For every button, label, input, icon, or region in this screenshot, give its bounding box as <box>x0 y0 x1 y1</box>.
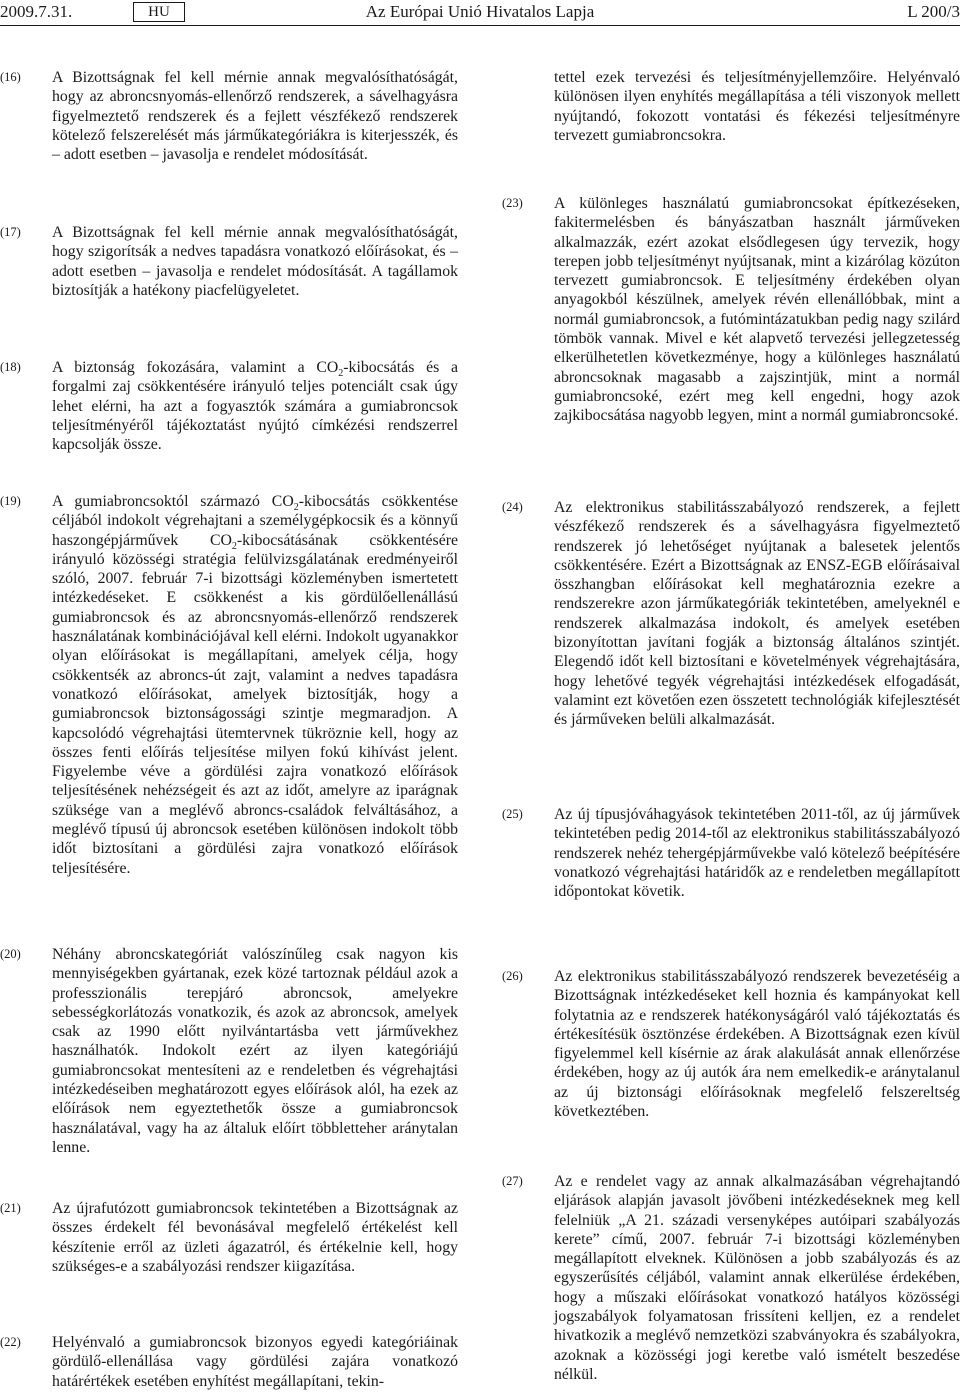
recital-text: A különleges használatú gumiabroncsokat építkezéseken, fakitermelésben és bányászatban használt járműveken alkalmazzák, ezért azokat elsődlegesen úgy tervezik, hogy terepen jobb teljesítményt nyújtsanak, mint a kizárólag közúton tervezett gumiabroncsok. E teljesítmény érdekében olyan anyagokból készülnek, amelyek révén ellenállóbbak, mint a normál gumiabroncsok, a futómintázatukban pedig nagy szilárd tömbök vannak. Mivel e két alapvető tervezési jellegzetesség elkerülhetetlen következménye, hogy a különleges használatú abroncsoknak magasabb a zajszintjük, mint a normál gumiabroncsoké, ezért meg kell engedni, hogy azok zajkibocsátása nagyobb legyen, mint a normál gumiabroncsoké. <box>554 195 960 425</box>
recital-text: Az e rendelet vagy az annak alkalmazásában végrehajtandó eljárások alapján javasolt jövőbeni intézkedéseknek meg kell felelniük „A 21. századi versenyképes autóipari szabályozás kerete” című, 2007. február 7-i bizottsági közleményben megállapított elveknek. Különösen a jobb szabályozás és az egyszerűsítés céljából, valamint annak elkerülése érdekében, hogy a műszaki előírásokat vonatkozó hatályos közösségi jogszabályok folyamatosan frissíteni kelljen, ez a rendelet hivatkozik a meglévő nemzetközi szabványokra és szabályokra, azoknak a közösségi jogi keretbe való ismételt beszedése nélkül. <box>554 1173 960 1383</box>
recital-text: A Bizottságnak fel kell mérnie annak megvalósíthatóságát, hogy szigorítsák a nedves tapadásra vonatkozó előírásokat, és – adott esetben – javasolja e rendelet módosítását. A tagállamok biztosítják a hatékony piacfelügyeletet. <box>52 224 458 299</box>
recital-number: (25) <box>502 807 523 821</box>
header-rule <box>0 25 960 26</box>
recital-text: Helyénvaló a gumiabroncsok bizonyos egyedi kategóriáinak gördülő-ellenállása vagy gördülési zajára vonatkozó határértékek esetében enyhítést megállapítani, tekin- <box>52 1334 458 1390</box>
recital-text: Az újrafutózott gumiabroncsok tekintetében a Bizottságnak az összes érdekelt fél bevonásával megfelelő értékelést kell készítenie erről az üzleti ágazatról, és értékelnie kell, hogy szükséges-e a szabályozási rendszer kiigazítása. <box>52 1200 458 1275</box>
page-reference: L 200/3 <box>907 2 960 21</box>
recital-text: A biztonság fokozására, valamint a $CO_2$-kibocsátás és a forgalmi zaj csökkentésére irányuló teljes potenciált csak úgy lehet elérni, ha azt a fogyasztók számára a gumiabroncsok teljesítményéről tájékoztatást nyújtó címkézési rendszerrel kapcsolják össze. <box>52 359 458 454</box>
recital-number: (23) <box>502 196 523 210</box>
recital-text: A Bizottságnak fel kell mérnie annak megvalósíthatóságát, hogy az abroncsnyomás-ellenőrző rendszerek, a sávelhagyásra figyelmeztető rendszerek és a fejlett vészfékező rendszerek kötelező felszerelését más járműkategóriákra is kiterjesszék, és – adott esetben – javasolja e rendelet módosítását. <box>52 69 458 164</box>
recital-text: Néhány abroncskategóriát valószínűleg csak nagyon kis mennyiségekben gyártanak, ezek közé tartoznak például azok a professzionális terepjáró abroncsok, amelyekre sebességkorlátozás vonatkozik, és azok az abroncsok, amelyek csak az 1990 előtt nyilvántartásba vett járművekhez használhatók. Indokolt ezért az ilyen kategóriájú gumiabroncsokat mentesíteni az e rendeletben és végrehajtási intézkedéseiben meghatározott egyes előírások alól, ha ezek az előírások nem egyeztethetők össze a gumiabroncsok használatával, vagy ha az általuk előírt többletteher aránytalan lenne. <box>52 946 458 1156</box>
recital-number: (19) <box>0 494 21 508</box>
recital-text: A gumiabroncsoktól származó $CO_2$-kibocsátás csökkentése céljából indokolt végrehajtani a személygépkocsik és a könnyű haszongépjárművek $CO_2$-kibocsátásának csökkentésére irányuló közösségi stratégia felülvizsgálatának eredményeiről szóló, 2007. február 7-i bizottsági közleményben ismertetett intézkedéseket. E csökkenést a kis gördülőellenállású gumiabroncsok és az abroncsnyomás-ellenőrző rendszerek használatának kombinációjával kell elérni. Indokolt ugyanakkor olyan előírásokat is megállapítani, amelyek célja, hogy csökkentsék az abroncs-út zajt, valamint a nedves tapadásra vonatkozó előírásokat, amelyek biztosítják, hogy a gumiabroncsok biztonságossági szintje megmaradjon. A kapcsolódó végrehajtási ütemtervnek tükröznie kell, hogy az összes fenti előírás teljesítése milyen fokú kihívást jelent. Figyelembe véve a gördülési zajra vonatkozó előírások teljesítésének nehézségeit és azt az időt, amelyre az iparágnak szüksége van a meglévő abroncs-családok felváltásához, a meglévő típusú új abroncsok esetében különösen indokolt több időt biztosítani a gördülési zajra vonatkozó előírások teljesítésére. <box>52 493 458 877</box>
recital-number: (20) <box>0 947 21 961</box>
recital-text: tettel ezek tervezési és teljesítményjellemzőire. Helyénvaló különösen ilyen enyhítés megállapítása a téli viszonyok mellett nyújtandó, fokozott vontatási és fékezési teljesítményre tervezett gumiabroncsokra. <box>554 69 960 144</box>
header-date: 2009.7.31. <box>0 2 73 21</box>
recital-number: (27) <box>502 1174 523 1188</box>
recital-number: (18) <box>0 360 21 374</box>
recital-number: (21) <box>0 1201 21 1215</box>
journal-title: Az Európai Unió Hivatalos Lapja <box>365 2 595 21</box>
recital-number: (26) <box>502 969 523 983</box>
recital-number: (22) <box>0 1335 21 1349</box>
recital-number: (17) <box>0 225 21 239</box>
recital-number: (24) <box>502 500 523 514</box>
recital-text: Az elektronikus stabilitásszabályozó rendszerek bevezetéséig a Bizottságnak intézkedéseket kell hoznia és kampányokat kell folytatnia az e rendszerek hatékonyságáról való tájékoztatás és értékesítésük ösztönzése érdekében. A Bizottságnak ezen kívül figyelemmel kell kísérnie az árak alakulását annak ellenőrzése érdekében, hogy az új autók ára nem emelkedik-e aránytalanul az új biztonsági előírásoknak megfelelő felszereltség következtében. <box>554 968 960 1121</box>
page-header <box>0 0 960 26</box>
recital-text: Az elektronikus stabilitásszabályozó rendszerek, a fejlett vészfékező rendszerek és a sávelhagyásra figyelmeztető rendszerek jó lehetőséget nyújtanak a balesetek jelentős csökkentésére. Ezért a Bizottságnak az ENSZ-EGB előírásaival összhangban előírásokat kell meghatároznia ezekre a rendszerekre azon járműkategóriák tekintetében, amelyeknél e rendszerek alkalmazása indokolt, és amelyek esetében bizonyítottan javítani fogják a biztonság általános szintjét. Elegendő időt kell biztosítani e követelmények végrehajtására, hogy lehetővé tegyék végrehajtási intézkedések elfogadását, valamint ezt követően ezen összetett technológiák kifejlesztését és járműveken belüli alkalmazását. <box>554 499 960 729</box>
recital-text: Az új típusjóváhagyások tekintetében 2011-től, az új járművek tekintetében pedig 2014-től az elektronikus stabilitásszabályozó rendszerek nehéz tehergépjárművekbe való kötelező beépítésére vonatkozó végrehajtási határidők az e rendeletben megállapított időpontokat követik. <box>554 806 960 901</box>
recital-number: (16) <box>0 70 21 84</box>
language-code-box: HU <box>133 2 185 22</box>
